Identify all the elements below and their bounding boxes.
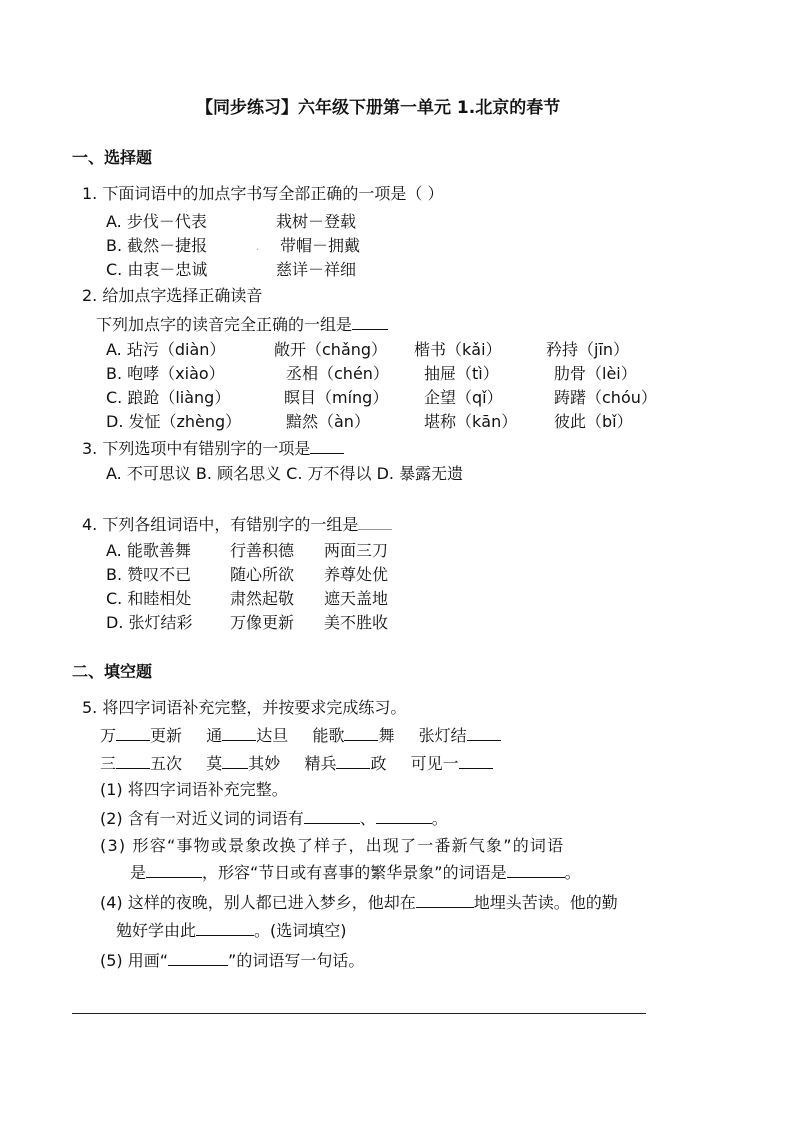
answer-writing-line[interactable] <box>72 1013 646 1014</box>
part5-blank[interactable] <box>168 950 228 966</box>
q2-row-d-col1: D. 发怔（zhèng） <box>106 412 242 431</box>
q4-row-c-col2: 肃然起敬 <box>230 589 295 608</box>
q4-row-a-col1: A. 能歌善舞 <box>106 541 191 560</box>
q2-row-c-col2: 瞑目（míng） <box>284 388 389 407</box>
stray-dot: . <box>256 242 260 253</box>
part3-text: ，形容“节日或有喜事的繁华景象”的词语是 <box>202 863 507 882</box>
word3-suffix: 舞 <box>378 726 395 745</box>
q2-row-c-col4: 踌躇（chóu） <box>554 388 657 407</box>
q2-row-d-col3: 堪称（kān） <box>424 412 518 431</box>
question-1-stem: 1. 下面词语中的加点字书写全部正确的一项是（ ） <box>82 184 444 203</box>
q2-row-c-col3: 企望（qǐ） <box>424 388 503 407</box>
q4-answer-blank[interactable] <box>358 514 392 530</box>
q1-option-b-part2: 带帽－拥戴 <box>280 236 361 255</box>
word7-suffix: 政 <box>370 754 387 773</box>
q4-row-c-col1: C. 和睦相处 <box>106 589 192 608</box>
word6-blank[interactable] <box>222 753 248 769</box>
q2-row-d-col4: 彼此（bǐ） <box>554 412 633 431</box>
q4-row-b-col2: 随心所欲 <box>230 565 295 584</box>
word7-prefix: 精兵 <box>304 754 337 773</box>
word8-blank[interactable] <box>459 753 493 769</box>
q4-row-d-col1: D. 张灯结彩 <box>106 613 193 632</box>
section-heading-choice: 一、选择题 <box>72 148 153 167</box>
question-2-stem: 2. 给加点字选择正确读音 <box>82 286 263 305</box>
q2-row-b-col1: B. 咆哮（xiào） <box>106 364 225 383</box>
word2-suffix: 达旦 <box>256 726 289 745</box>
word4-prefix: 张灯结 <box>418 726 467 745</box>
part4-end: 。(选词填空) <box>254 921 347 940</box>
part3-lead: 是 <box>130 863 147 882</box>
word8-prefix: 可见一 <box>410 754 459 773</box>
q1-option-c-part2: 慈详－祥细 <box>276 260 357 279</box>
word5-prefix: 三 <box>100 754 117 773</box>
word4-blank[interactable] <box>467 725 501 741</box>
q5-word-row-1 <box>100 725 501 746</box>
q5-part-2 <box>100 808 448 829</box>
q2-row-a-col3: 楷书（kǎi） <box>414 340 502 359</box>
q5-part-3-line2 <box>130 862 581 883</box>
part2-blank-2[interactable] <box>376 808 432 824</box>
part3-blank-2[interactable] <box>507 862 565 878</box>
q2-subprompt <box>96 314 388 335</box>
q5-part-3-line1: (3) 形容“事物或景象改换了样子，出现了一番新气象”的词语 <box>100 836 565 855</box>
part3-blank-1[interactable] <box>146 862 202 878</box>
part2-separator: 、 <box>359 809 376 828</box>
q1-option-a-part2: 栽树－登载 <box>276 212 357 231</box>
page-title: 【同步练习】六年级下册第一单元 1.北京的春节 <box>196 98 561 118</box>
q4-row-b-col3: 养尊处优 <box>324 565 389 584</box>
question-4-stem <box>82 514 392 535</box>
section-heading-fill: 二、填空题 <box>72 662 153 681</box>
part5-end: ”的词语写一句话。 <box>228 951 365 970</box>
q4-row-a-col2: 行善积德 <box>230 541 295 560</box>
q2-row-a-col2: 敞开（chǎng） <box>274 340 388 359</box>
part4-line2-text: 勉好学由此 <box>116 921 197 940</box>
part2-blank-1[interactable] <box>304 808 360 824</box>
part2-text: (2) 含有一对近义词的词语有 <box>100 809 304 828</box>
question-3-stem <box>82 438 344 459</box>
q4-row-d-col3: 美不胜收 <box>324 613 389 632</box>
q4-row-b-col1: B. 赞叹不已 <box>106 565 192 584</box>
word5-suffix: 五次 <box>150 754 183 773</box>
q5-word-row-2 <box>100 753 493 774</box>
q2-row-c-col1: C. 踉跄（liàng） <box>106 388 231 407</box>
word3-prefix: 能歌 <box>312 726 345 745</box>
q2-row-a-col1: A. 玷污（diàn） <box>106 340 226 359</box>
part4-text-2: 地埋头苦读。他的勤 <box>473 893 618 912</box>
word1-prefix: 万 <box>100 726 117 745</box>
word7-blank[interactable] <box>336 753 370 769</box>
q2-subprompt-text: 下列加点字的读音完全正确的一组是 <box>96 315 353 334</box>
question-5-stem: 5. 将四字词语补充完整，并按要求完成练习。 <box>82 698 407 717</box>
q3-answer-blank[interactable] <box>310 438 344 454</box>
q1-option-c-part1: C. 由衷－忠诚 <box>106 260 208 279</box>
q1-option-a-part1: A. 步伐－代表 <box>106 212 207 231</box>
part5-text: (5) 用画“ <box>100 951 169 970</box>
q4-row-a-col3: 两面三刀 <box>324 541 389 560</box>
word6-suffix: 其妙 <box>248 754 281 773</box>
q2-row-b-col3: 抽屉（tì） <box>424 364 499 383</box>
q5-part-4-line1 <box>100 892 618 913</box>
word2-prefix: 通 <box>206 726 223 745</box>
q3-options: A. 不可思议 B. 顾名思义 C. 万不得以 D. 暴露无遗 <box>106 464 464 483</box>
q5-part-4-line2 <box>116 920 347 941</box>
part4-blank-1[interactable] <box>416 892 474 908</box>
q2-row-b-col4: 肋骨（lèi） <box>554 364 637 383</box>
word2-blank[interactable] <box>222 725 256 741</box>
q2-row-a-col4: 矜持（jīn） <box>546 340 630 359</box>
word5-blank[interactable] <box>116 753 150 769</box>
q4-row-c-col3: 遮天盖地 <box>324 589 389 608</box>
q2-row-d-col2: 黯然（àn） <box>286 412 370 431</box>
q5-part-1: (1) 将四字词语补充完整。 <box>100 780 288 799</box>
q5-part-5 <box>100 950 364 971</box>
q2-row-b-col2: 丞相（chén） <box>286 364 389 383</box>
q2-answer-blank[interactable] <box>352 314 388 330</box>
part4-text: (4) 这样的夜晚，别人都已进入梦乡，他却在 <box>100 893 416 912</box>
q3-stem-text: 3. 下列选项中有错别字的一项是 <box>82 439 311 458</box>
q4-row-d-col2: 万像更新 <box>230 613 295 632</box>
part4-blank-2[interactable] <box>196 920 254 936</box>
part2-end: 。 <box>431 809 448 828</box>
word1-blank[interactable] <box>116 725 150 741</box>
word1-suffix: 更新 <box>150 726 183 745</box>
part3-end: 。 <box>564 863 581 882</box>
q1-option-b-part1: B. 截然－捷报 <box>106 236 208 255</box>
q4-stem-text: 4. 下列各组词语中，有错别字的一组是 <box>82 515 359 534</box>
word6-prefix: 莫 <box>206 754 223 773</box>
word3-blank[interactable] <box>344 725 378 741</box>
